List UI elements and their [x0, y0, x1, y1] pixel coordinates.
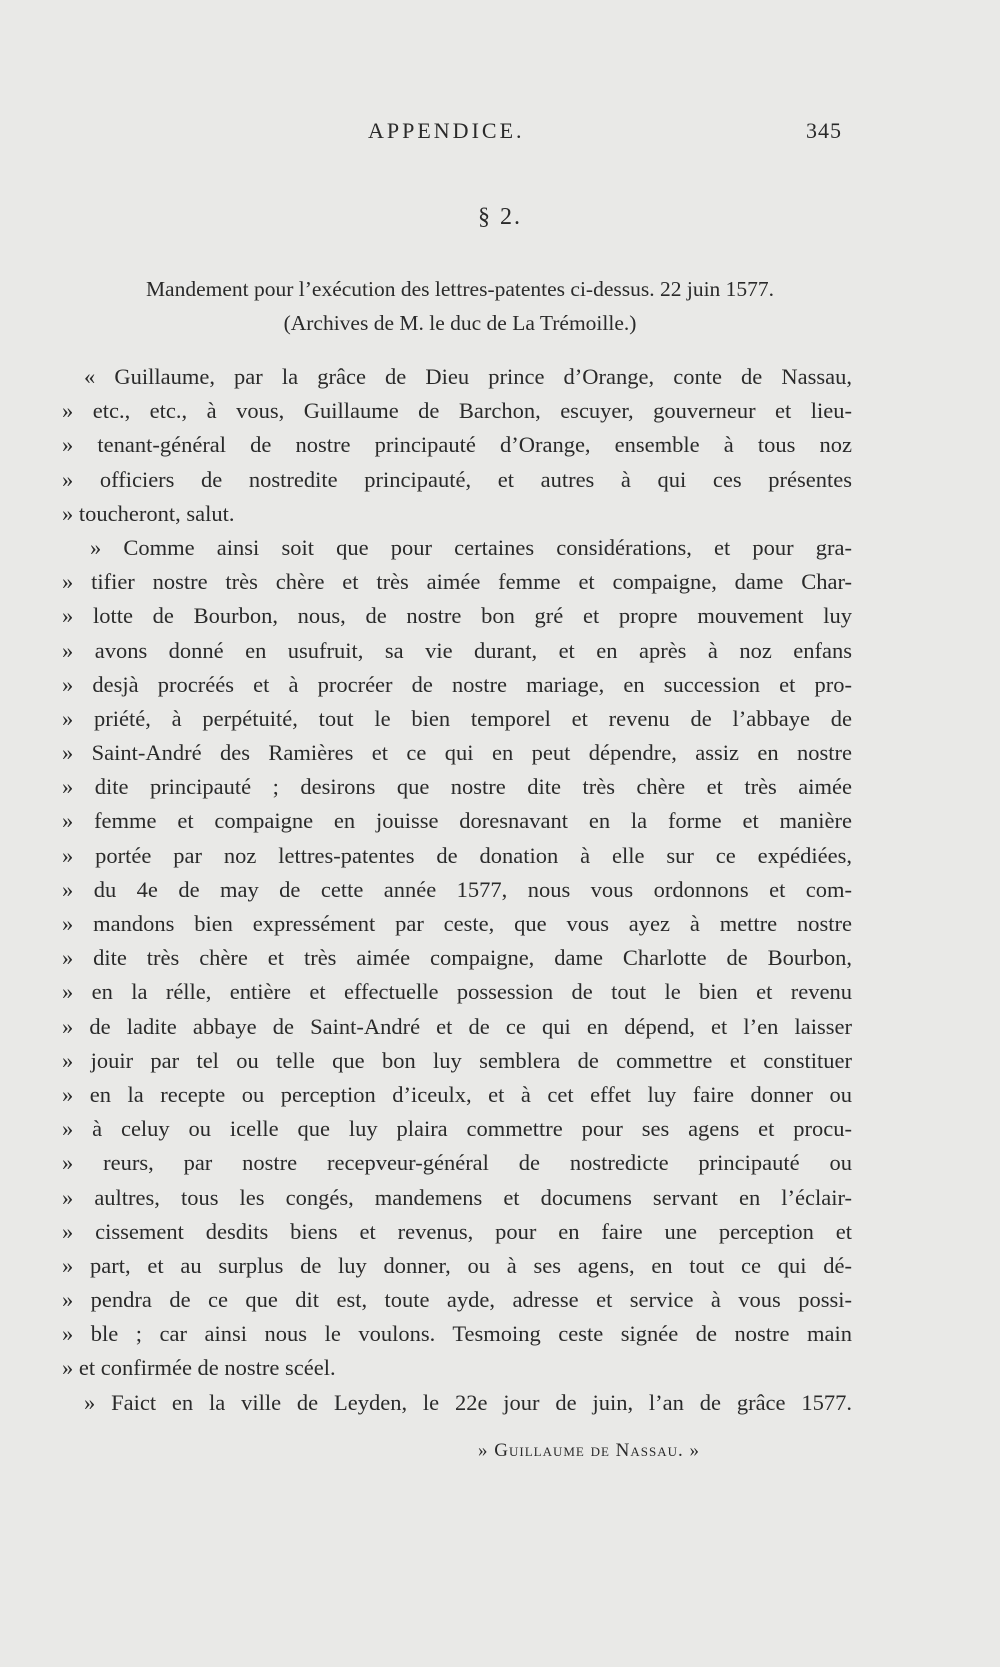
- text-line: » en la recepte ou perception d’iceulx, et à cet effet luy faire donner ou: [62, 1081, 852, 1107]
- text-line: » priété, à perpétuité, tout le bien temporel et revenu de l’abbaye de: [62, 705, 852, 731]
- text-line: » à celuy ou icelle que luy plaira commettre pour ses agens et procu-: [62, 1116, 852, 1142]
- text-line: » tifier nostre très chère et très aimée femme et compaigne, dame Char-: [62, 569, 852, 595]
- text-line: » mandons bien expressément par ceste, que vous ayez à mettre nostre: [62, 911, 852, 936]
- text-line: » tenant-général de nostre principauté d’Orange, ensemble à tous noz: [62, 432, 852, 458]
- text-line: » desjà procréés et à procréer de nostre mariage, en succession et pro-: [62, 671, 852, 697]
- text-line: » et confirmée de nostre scéel.: [62, 1355, 336, 1381]
- text-line: » lotte de Bourbon, nous, de nostre bon gré et propre mouvement luy: [62, 603, 852, 629]
- text-line: » dite principauté ; desirons que nostre dite très chère et très aimée: [62, 774, 852, 800]
- text-line: » Faict en la ville de Leyden, le 22e jour de juin, l’an de grâce 1577.: [84, 1389, 852, 1415]
- text-line: » etc., etc., à vous, Guillaume de Barchon, escuyer, gouverneur et lieu-: [62, 398, 852, 424]
- text-line: » dite très chère et très aimée compaigne, dame Charlotte de Bourbon,: [62, 945, 852, 971]
- text-line: » part, et au surplus de luy donner, ou à ses agens, en tout ce qui dé-: [62, 1252, 852, 1278]
- text-line: » cissement desdits biens et revenus, pour en faire une perception et: [62, 1218, 852, 1244]
- running-title: APPENDICE.: [368, 118, 525, 143]
- text-line: » reurs, par nostre recepveur-général de nostredicte principauté ou: [62, 1150, 852, 1176]
- text-line: » toucheront, salut.: [62, 500, 235, 526]
- text-line: » portée par noz lettres-patentes de donation à elle sur ce expédiées,: [62, 842, 852, 868]
- text-line: » ble ; car ainsi nous le voulons. Tesmoing ceste signée de nostre main: [62, 1321, 852, 1347]
- text-line: « Guillaume, par la grâce de Dieu prince d’Orange, conte de Nassau,: [84, 364, 852, 389]
- caption-title: Mandement pour l’exécution des lettres-patentes ci-dessus. 22 juin 1577.: [145, 277, 775, 301]
- text-line: » de ladite abbaye de Saint-André et de ce qui en dépend, et l’en laisser: [62, 1013, 852, 1039]
- text-line: » jouir par tel ou telle que bon luy semblera de commettre et constituer: [62, 1047, 852, 1073]
- text-line: » aultres, tous les congés, mandemens et documens servant en l’éclair-: [62, 1184, 852, 1210]
- document-caption: [80, 272, 840, 340]
- caption-source: (Archives de M. le duc de La Trémoille.): [283, 311, 637, 335]
- text-line: » femme et compaigne en jouisse doresnavant en la forme et manière: [62, 808, 852, 834]
- text-line: » officiers de nostredite principauté, et autres à qui ces présentes: [62, 466, 852, 492]
- text-line: » avons donné en usufruit, sa vie durant, et en après à noz enfans: [62, 637, 852, 663]
- signature-line: » Guillaume de Nassau. »: [478, 1440, 701, 1461]
- letter-body: [62, 360, 852, 1420]
- page-number: 345: [806, 118, 842, 143]
- text-line: » du 4e de may de cette année 1577, nous vous ordonnons et com-: [62, 876, 852, 902]
- text-line: » en la rélle, entière et effectuelle possession de tout le bien et revenu: [62, 979, 852, 1005]
- section-heading: § 2.: [478, 204, 522, 230]
- text-line: » pendra de ce que dit est, toute ayde, adresse et service à vous possi-: [62, 1287, 852, 1313]
- text-line: » Comme ainsi soit que pour certaines considérations, et pour gra-: [90, 534, 852, 560]
- text-line: » Saint-André des Ramières et ce qui en peut dépendre, assiz en nostre: [62, 740, 852, 766]
